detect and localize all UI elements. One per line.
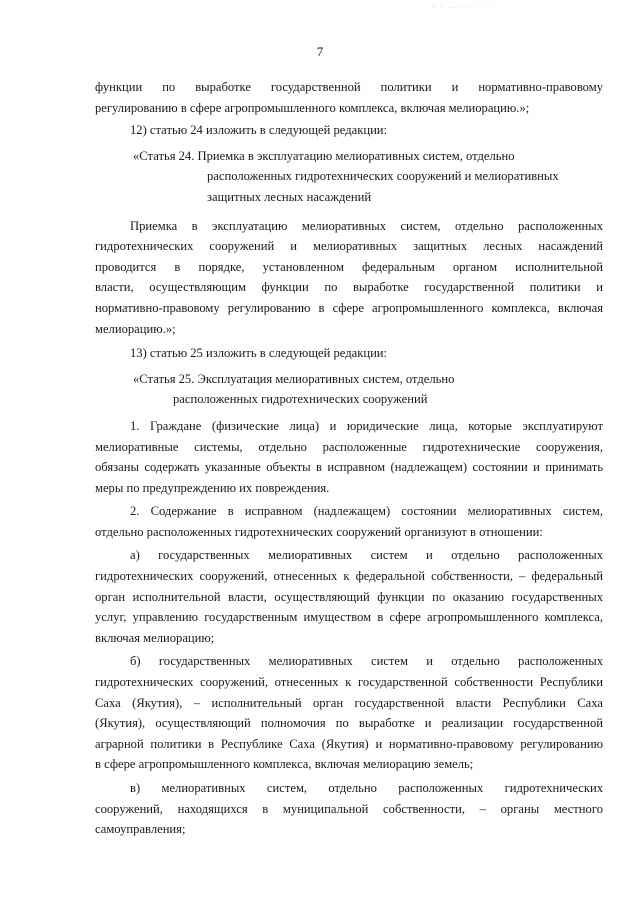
page-corner-mark: · · ·· · ·· · · xyxy=(432,4,494,12)
document-body xyxy=(95,77,603,840)
heading-line: защитных лесных насаждений xyxy=(207,189,372,204)
text-line: самоуправления; xyxy=(95,822,186,837)
text-line: 2. Содержание в исправном (надлежащем) состоянии мелиоративных систем, xyxy=(130,504,603,519)
paragraph-continuation xyxy=(95,77,603,118)
text-line: а) государственных мелиоративных систем и отдельно расположенных xyxy=(130,548,603,563)
text-line: нормативно-правовому регулированию в сфере агропромышленного комплекса, включая xyxy=(95,300,603,315)
text-line: мелиорацию.»; xyxy=(95,321,176,336)
sub-item-b xyxy=(95,651,603,775)
article-25-part-1 xyxy=(95,416,603,498)
page-number: 7 xyxy=(316,44,324,59)
text-line: 1. Граждане (физические лица) и юридические лица, которые эксплуатируют xyxy=(130,418,603,433)
sub-item-a xyxy=(95,545,603,648)
text-line: (Якутия), осуществляющий полномочия по выработке и реализации государственной xyxy=(95,716,603,731)
text-line: Саха (Якутия), – исполнительный орган государственной власти Республики Саха xyxy=(95,695,603,710)
heading-line: «Статья 25. Эксплуатация мелиоративных систем, отдельно xyxy=(133,371,455,386)
article-24-heading xyxy=(95,146,603,208)
amendment-item-13: 13) статью 25 изложить в следующей редакции: xyxy=(130,346,388,361)
text-line: в сфере агропромышленного комплекса, включая мелиорацию земель; xyxy=(95,757,474,772)
text-line: меры по предупреждению их повреждения. xyxy=(95,480,330,495)
heading-line: расположенных гидротехнических сооружений xyxy=(173,392,428,407)
text-line: отдельно расположенных гидротехнических сооружений организуют в отношении: xyxy=(95,524,543,539)
heading-line: «Статья 24. Приемка в эксплуатацию мелиоративных систем, отдельно xyxy=(133,148,515,163)
text-line: сооружений, находящихся в муниципальной собственности, – органы местного xyxy=(95,801,603,816)
text-line: функции по выработке государственной политики и нормативно-правовому xyxy=(95,80,603,94)
text-line: регулированию в сфере агропромышленного комплекса, включая мелиорацию.»; xyxy=(95,100,530,115)
text-line: власти, осуществляющим функции по выработке государственной политики и xyxy=(95,280,603,295)
article-25-part-2 xyxy=(95,501,603,542)
text-line: гидротехнических сооружений, отнесенных к государственной собственности Республики xyxy=(95,675,603,690)
article-24-body xyxy=(95,216,603,340)
text-line: гидротехнических сооружений, отнесенных к федеральной собственности, – федеральный xyxy=(95,569,603,584)
text-line: Приемка в эксплуатацию мелиоративных систем, отдельно расположенных xyxy=(130,218,603,233)
text-line: орган исполнительной власти, осуществляющий функции по оказанию государственных xyxy=(95,589,603,604)
text-line: в) мелиоративных систем, отдельно расположенных гидротехнических xyxy=(130,781,603,795)
heading-line: расположенных гидротехнических сооружений и мелиоративных xyxy=(207,169,559,184)
text-line: проводится в порядке, установленном федеральным органом исполнительной xyxy=(95,259,603,274)
text-line: гидротехнических сооружений и мелиоративных защитных лесных насаждений xyxy=(95,239,603,254)
text-line: аграрной политики в Республике Саха (Якутия) и нормативно-правовому регулированию xyxy=(95,736,603,751)
text-line: обязаны содержать указанные объекты в исправном (надлежащем) состоянии и принимать xyxy=(95,460,603,475)
text-line: включая мелиорацию; xyxy=(95,630,215,645)
sub-item-v xyxy=(95,778,603,840)
text-line: услуг, управлению государственным имуществом в сфере агропромышленного комплекса, xyxy=(95,610,603,625)
article-25-heading xyxy=(95,369,603,410)
text-line: б) государственных мелиоративных систем и отдельно расположенных xyxy=(130,654,603,669)
amendment-item-12: 12) статью 24 изложить в следующей редакции: xyxy=(130,123,388,138)
text-line: мелиоративные системы, отдельно расположенные гидротехнические сооружения, xyxy=(95,439,603,454)
